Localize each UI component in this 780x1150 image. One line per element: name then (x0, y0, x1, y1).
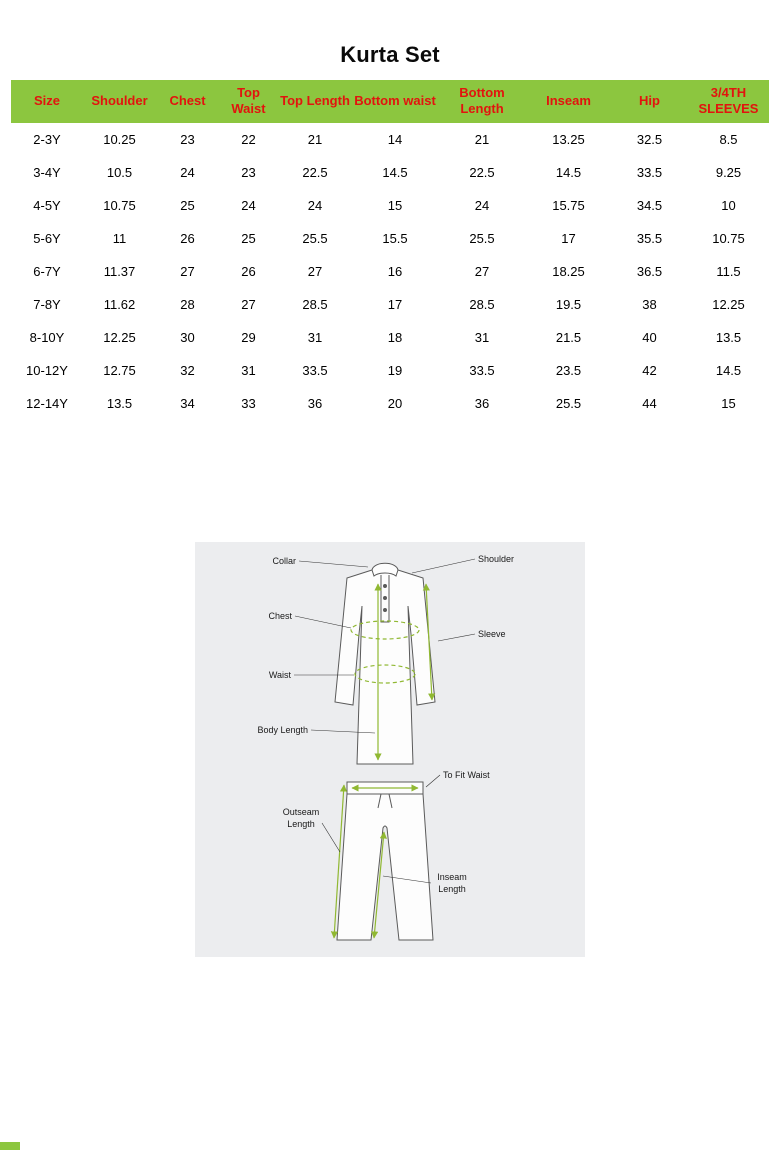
measurement-cell: 22 (219, 123, 278, 156)
measurement-cell: 23 (156, 123, 219, 156)
table-row (11, 321, 769, 354)
outseam-length-label: Length (287, 819, 315, 829)
column-header: Chest (156, 80, 219, 123)
table-row (11, 123, 769, 156)
column-header: Hip (611, 80, 688, 123)
measurement-cell: 33.5 (438, 354, 526, 387)
measurement-cell: 18.25 (526, 255, 611, 288)
body-length-label: Body Length (257, 725, 308, 735)
measurement-cell: 33 (219, 387, 278, 420)
measurement-cell: 12.75 (83, 354, 156, 387)
column-header: Size (11, 80, 83, 123)
measurement-cell: 10 (688, 189, 769, 222)
size-cell: 10-12Y (11, 354, 83, 387)
column-header: Inseam (526, 80, 611, 123)
measurement-cell: 22.5 (278, 156, 352, 189)
measurement-cell: 25.5 (438, 222, 526, 255)
kurta-illustration (335, 563, 435, 764)
measurement-cell: 27 (156, 255, 219, 288)
measurement-cell: 25 (219, 222, 278, 255)
measurement-cell: 10.5 (83, 156, 156, 189)
measurement-cell: 10.25 (83, 123, 156, 156)
measurement-cell: 24 (156, 156, 219, 189)
measurement-cell: 26 (219, 255, 278, 288)
measurement-cell: 34 (156, 387, 219, 420)
measurement-cell: 42 (611, 354, 688, 387)
column-header: Top Length (278, 80, 352, 123)
measurement-cell: 17 (352, 288, 438, 321)
measurement-cell: 19.5 (526, 288, 611, 321)
measurement-cell: 26 (156, 222, 219, 255)
measurement-cell: 15.5 (352, 222, 438, 255)
measurement-cell: 32.5 (611, 123, 688, 156)
measurement-cell: 29 (219, 321, 278, 354)
pants-illustration (337, 782, 433, 940)
outseam-length-label: Outseam (282, 807, 320, 817)
measurement-cell: 25 (156, 189, 219, 222)
measurement-cell: 14.5 (526, 156, 611, 189)
measurement-cell: 24 (278, 189, 352, 222)
measurement-cell: 10.75 (83, 189, 156, 222)
bottom-left-green-mark (0, 1142, 20, 1150)
table-row (11, 189, 769, 222)
column-header: Bottom waist (352, 80, 438, 123)
inseam-length-label: Length (438, 884, 466, 894)
measurement-cell: 32 (156, 354, 219, 387)
measurement-cell: 12.25 (688, 288, 769, 321)
size-cell: 3-4Y (11, 156, 83, 189)
measurement-cell: 33.5 (611, 156, 688, 189)
measurement-cell: 11.5 (688, 255, 769, 288)
measurement-cell: 14.5 (688, 354, 769, 387)
table-row (11, 222, 769, 255)
chest-label: Chest (268, 611, 292, 621)
page-title: Kurta Set (340, 42, 440, 67)
collar-label: Collar (272, 556, 296, 566)
size-cell: 6-7Y (11, 255, 83, 288)
measurement-cell: 30 (156, 321, 219, 354)
measurement-cell: 28 (156, 288, 219, 321)
shoulder-label: Shoulder (478, 554, 515, 564)
measurement-cell: 11 (83, 222, 156, 255)
measurement-cell: 15 (688, 387, 769, 420)
waist-label: Waist (268, 670, 291, 680)
measurement-cell: 13.5 (688, 321, 769, 354)
measurement-cell: 15.75 (526, 189, 611, 222)
measurement-cell: 12.25 (83, 321, 156, 354)
size-chart-page (0, 42, 780, 894)
measurement-cell: 16 (352, 255, 438, 288)
measurement-cell: 14 (352, 123, 438, 156)
size-table (11, 80, 769, 420)
measurement-cell: 21.5 (526, 321, 611, 354)
table-body (11, 123, 769, 420)
pants-legs-outline (337, 794, 433, 940)
measurement-cell: 17 (526, 222, 611, 255)
inseam-length-label: Inseam (437, 872, 467, 882)
measurement-cell: 23 (219, 156, 278, 189)
measurement-cell: 23.5 (526, 354, 611, 387)
size-cell: 5-6Y (11, 222, 83, 255)
measurement-cell: 14.5 (352, 156, 438, 189)
button (384, 585, 387, 588)
measurement-cell: 31 (219, 354, 278, 387)
measurement-cell: 35.5 (611, 222, 688, 255)
table-row (11, 288, 769, 321)
measurement-cell: 22.5 (438, 156, 526, 189)
measurement-diagram (195, 542, 585, 957)
size-cell: 7-8Y (11, 288, 83, 321)
measurement-cell: 40 (611, 321, 688, 354)
measurement-cell: 36.5 (611, 255, 688, 288)
column-header: Bottom Length (438, 80, 526, 123)
button (384, 597, 387, 600)
measurement-cell: 24 (438, 189, 526, 222)
measurement-cell: 27 (278, 255, 352, 288)
measurement-cell: 9.25 (688, 156, 769, 189)
column-header: Shoulder (83, 80, 156, 123)
to-fit-waist-label: To Fit Waist (443, 770, 490, 780)
table-row (11, 387, 769, 420)
measurement-cell: 21 (438, 123, 526, 156)
sleeve-label: Sleeve (478, 629, 506, 639)
measurement-cell: 13.25 (526, 123, 611, 156)
column-header: 3/4TH SLEEVES (688, 80, 769, 123)
measurement-cell: 31 (278, 321, 352, 354)
measurement-cell: 28.5 (278, 288, 352, 321)
button (384, 609, 387, 612)
size-cell: 12-14Y (11, 387, 83, 420)
column-header: Top Waist (219, 80, 278, 123)
measurement-cell: 25.5 (526, 387, 611, 420)
measurement-cell: 19 (352, 354, 438, 387)
measurement-cell: 20 (352, 387, 438, 420)
size-cell: 2-3Y (11, 123, 83, 156)
measurement-cell: 8.5 (688, 123, 769, 156)
measurement-cell: 33.5 (278, 354, 352, 387)
measurement-cell: 44 (611, 387, 688, 420)
measurement-cell: 27 (438, 255, 526, 288)
measurement-cell: 25.5 (278, 222, 352, 255)
size-cell: 8-10Y (11, 321, 83, 354)
measurement-cell: 36 (278, 387, 352, 420)
measurement-cell: 34.5 (611, 189, 688, 222)
measurement-cell: 24 (219, 189, 278, 222)
measurement-cell: 36 (438, 387, 526, 420)
measurement-cell: 15 (352, 189, 438, 222)
measurement-cell: 27 (219, 288, 278, 321)
measurement-cell: 31 (438, 321, 526, 354)
measurement-cell: 28.5 (438, 288, 526, 321)
measurement-cell: 13.5 (83, 387, 156, 420)
measurement-cell: 21 (278, 123, 352, 156)
measurement-cell: 10.75 (688, 222, 769, 255)
table-row (11, 255, 769, 288)
table-header-row (11, 80, 769, 123)
table-row (11, 354, 769, 387)
table-header (11, 80, 769, 123)
measurement-cell: 11.37 (83, 255, 156, 288)
measurement-cell: 18 (352, 321, 438, 354)
table-row (11, 156, 769, 189)
measurement-cell: 38 (611, 288, 688, 321)
measurement-cell: 11.62 (83, 288, 156, 321)
size-cell: 4-5Y (11, 189, 83, 222)
